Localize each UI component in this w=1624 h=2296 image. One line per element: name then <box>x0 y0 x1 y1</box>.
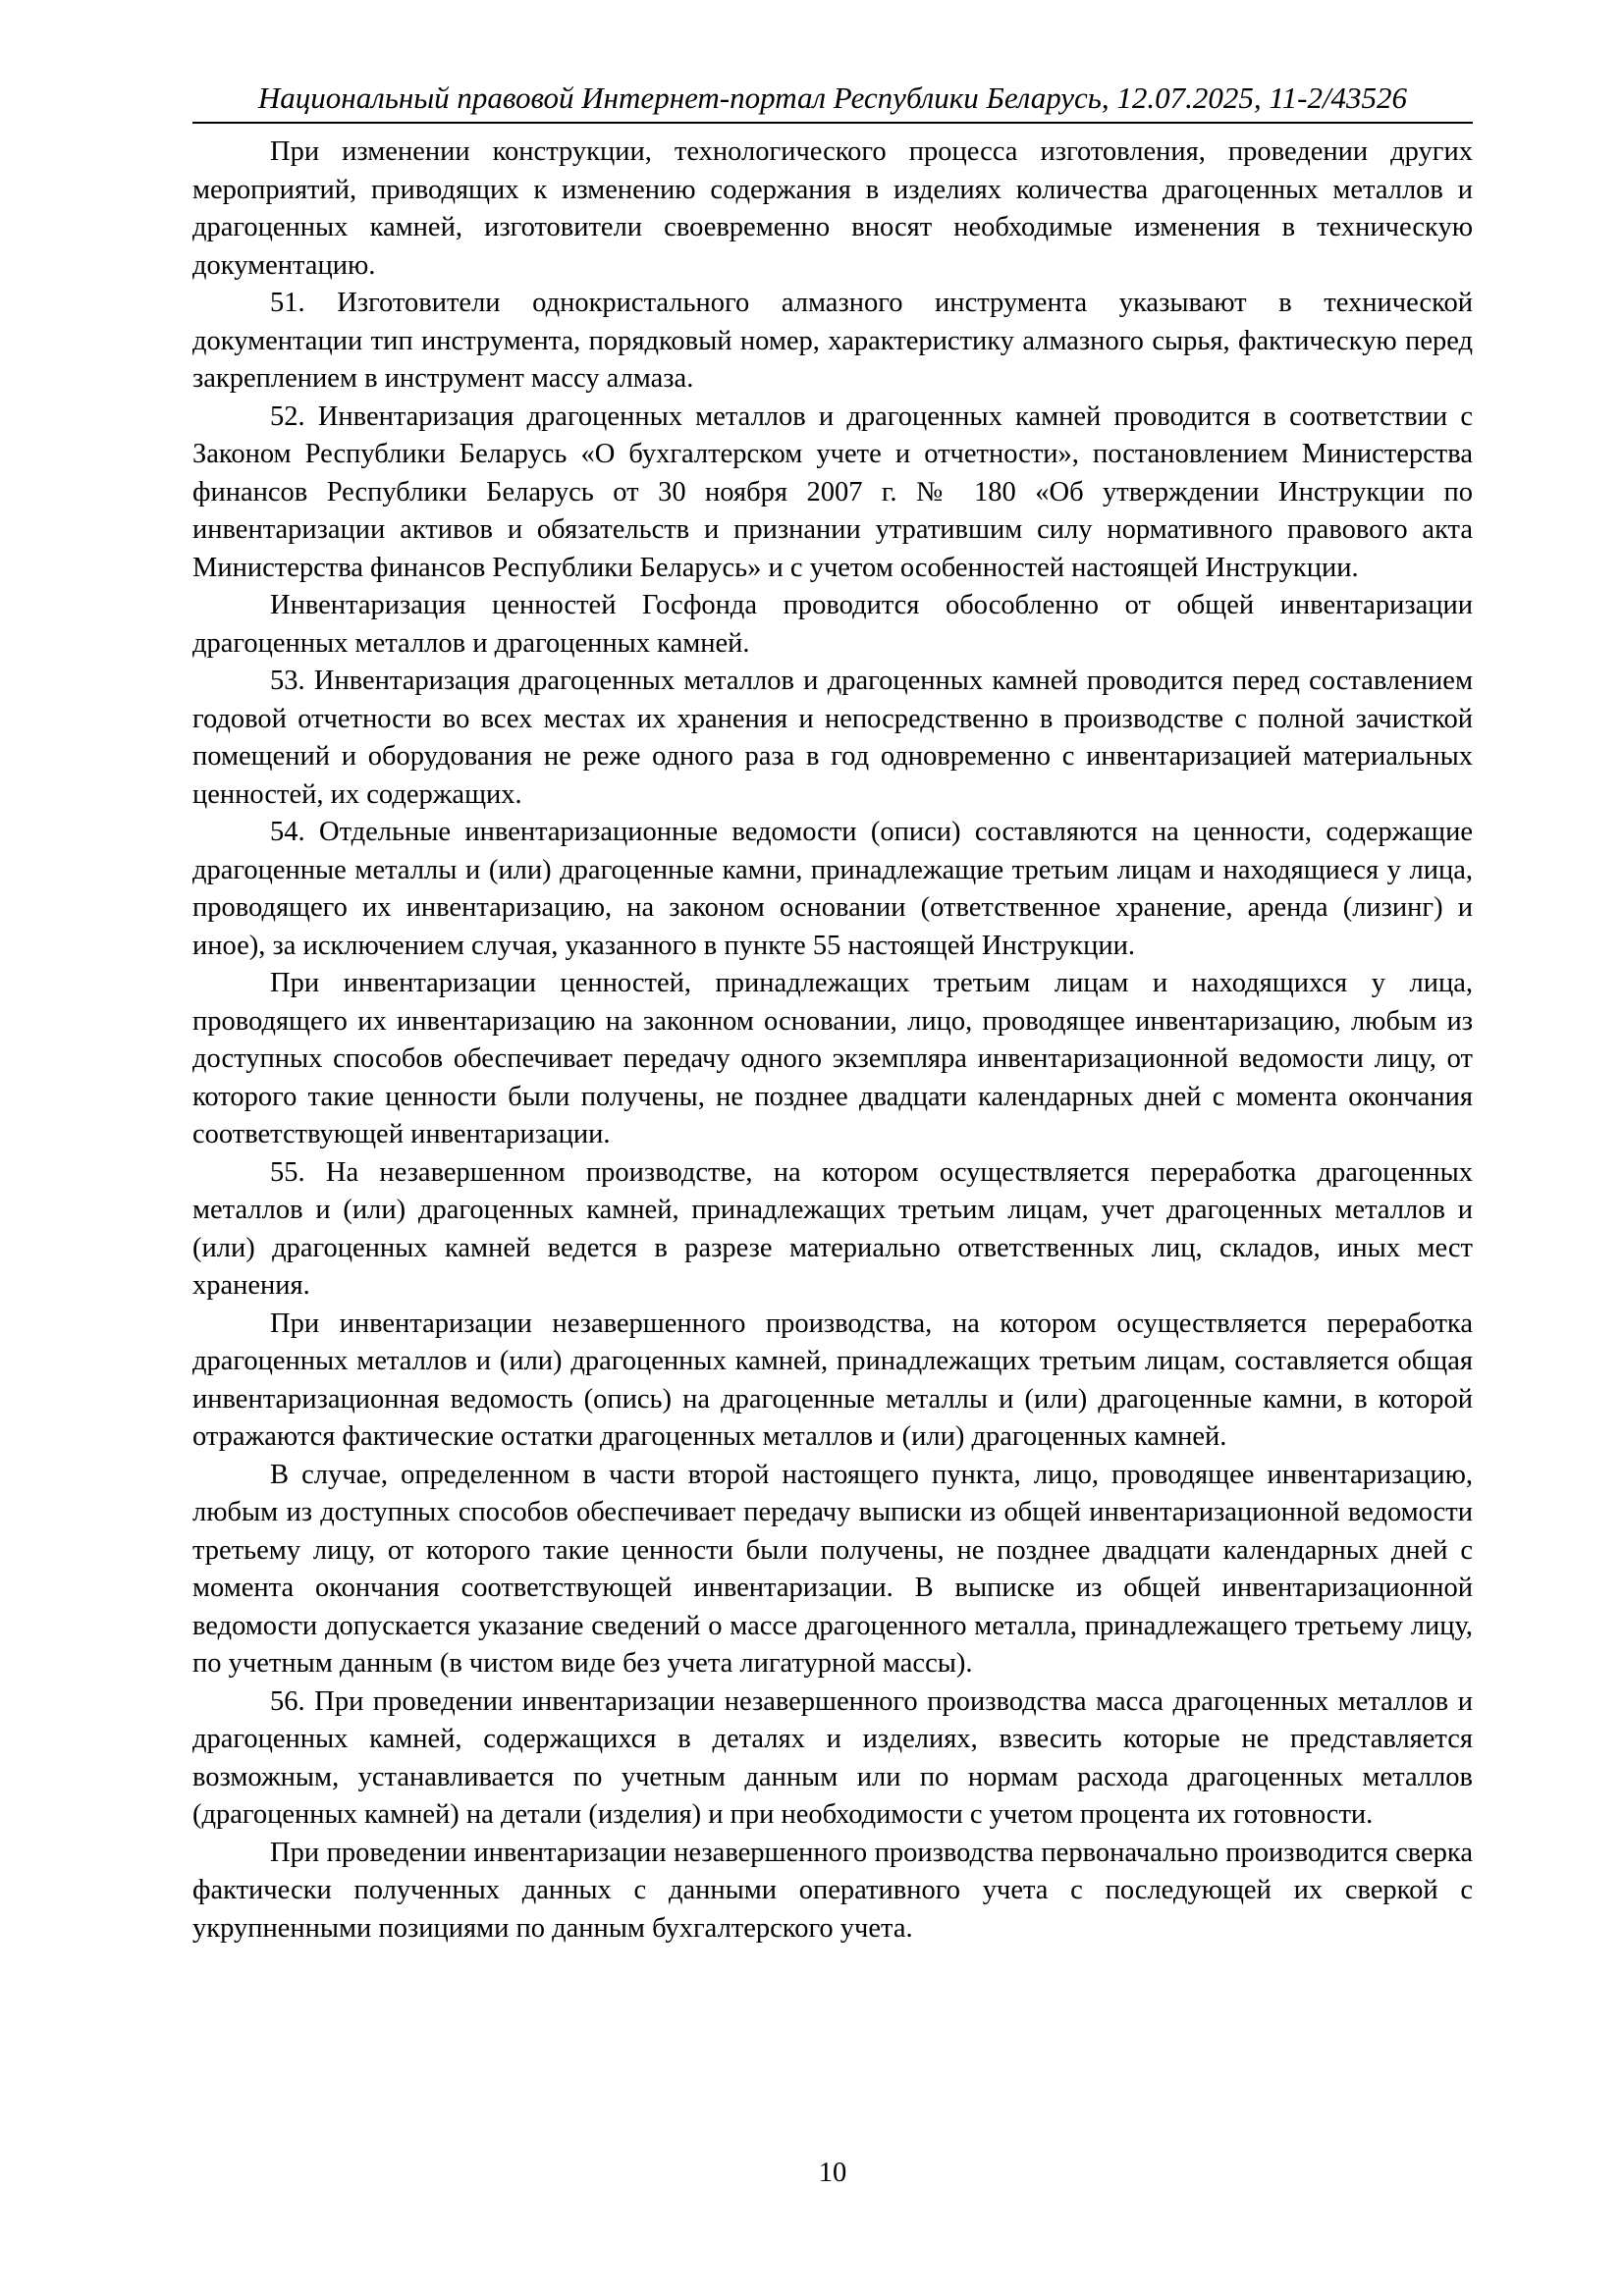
paragraph: Инвентаризация ценностей Госфонда проводится обособленно от общей инвентаризации драгоценных металлов и драгоценных камней. <box>192 590 1473 659</box>
paragraph-item-54: 54. Отдельные инвентаризационные ведомости (описи) составляются на ценности, содержащие драгоценные металлы и (или) драгоценные камни, принадлежащие третьим лицам и находящиеся у лица, проводящего их инвентаризацию, на законом основании (ответственное хранение, аренда (лизинг) и иное), за исключением случая, указанного в пункте 55 настоящей Инструкции. <box>192 817 1473 961</box>
paragraph-item-56: 56. При проведении инвентаризации незавершенного производства масса драгоценных металлов и драгоценных камней, содержащихся в деталях и изделиях, взвесить которые не представляется возможным, устанавливается по учетным данным или по нормам расхода драгоценных металлов (драгоценных камней) на детали (изделия) и при необходимости с учетом процента их готовности. <box>192 1685 1473 1830</box>
page-number: 10 <box>818 2158 847 2188</box>
page-header: Национальный правовой Интернет-портал Республики Беларусь, 12.07.2025, 11-2/43526 <box>257 80 1408 115</box>
header-divider <box>192 122 1473 124</box>
paragraph: В случае, определенном в части второй настоящего пункта, лицо, проводящее инвентаризацию, любым из доступных способов обеспечивает передачу выписки из общей инвентаризационной ведомости третьему лицу, от которого такие ценности были получены, не позднее двадцати календарных дней с момента окончания соответствующей инвентаризации. В выписке из общей инвентаризационной ведомости допускается указание сведений о массе драгоценного металла, принадлежащего третьему лицу, по учетным данным (в чистом виде без учета лигатурной массы). <box>192 1459 1473 1679</box>
paragraph: При изменении конструкции, технологического процесса изготовления, проведении других мероприятий, приводящих к изменению содержания в изделиях количества драгоценных металлов и драгоценных камней, изготовители своевременно вносят необходимые изменения в техническую документацию. <box>192 136 1473 281</box>
paragraph: При инвентаризации незавершенного производства, на котором осуществляется переработка драгоценных металлов и (или) драгоценных камней, принадлежащих третьим лицам, составляется общая инвентаризационная ведомость (опись) на драгоценные металлы и (или) драгоценные камни, в которой отражаются фактические остатки драгоценных металлов и (или) драгоценных камней. <box>192 1308 1473 1452</box>
paragraph-item-52: 52. Инвентаризация драгоценных металлов и драгоценных камней проводится в соответствии с Законом Республики Беларусь «О бухгалтерском учете и отчетности», постановлением Министерства финансов Республики Беларусь от 30 ноября 2007 г. № 180 «Об утверждении Инструкции по инвентаризации активов и обязательств и признании утратившим силу нормативного правового акта Министерства финансов Республики Беларусь» и с учетом особенностей настоящей Инструкции. <box>192 400 1473 583</box>
paragraph-item-55: 55. На незавершенном производстве, на котором осуществляется переработка драгоценных металлов и (или) драгоценных камней, принадлежащих третьим лицам, учет драгоценных металлов и (или) драгоценных камней ведется в разрезе материально ответственных лиц, складов, иных мест хранения. <box>192 1156 1473 1301</box>
paragraph-item-53: 53. Инвентаризация драгоценных металлов и драгоценных камней проводится перед составлением годовой отчетности во всех местах их хранения и непосредственно в производстве с полной зачисткой помещений и оборудования не реже одного раза в год одновременно с инвентаризацией материальных ценностей, их содержащих. <box>192 666 1473 810</box>
paragraph: При инвентаризации ценностей, принадлежащих третьим лицам и находящихся у лица, проводящего их инвентаризацию на законном основании, лицо, проводящее инвентаризацию, любым из доступных способов обеспечивает передачу одного экземпляра инвентаризационной ведомости лицу, от которого такие ценности были получены, не позднее двадцати календарных дней с момента окончания соответствующей инвентаризации. <box>192 968 1473 1149</box>
paragraph: При проведении инвентаризации незавершенного производства первоначально производится сверка фактически полученных данных с данными оперативного учета с последующей их сверкой с укрупненными позициями по данным бухгалтерского учета. <box>192 1837 1473 1944</box>
document-body <box>192 133 1473 1948</box>
paragraph-item-51: 51. Изготовители однокристального алмазного инструмента указывают в технической документации тип инструмента, порядковый номер, характеристику алмазного сырья, фактическую перед закреплением в инструмент массу алмаза. <box>192 288 1473 394</box>
